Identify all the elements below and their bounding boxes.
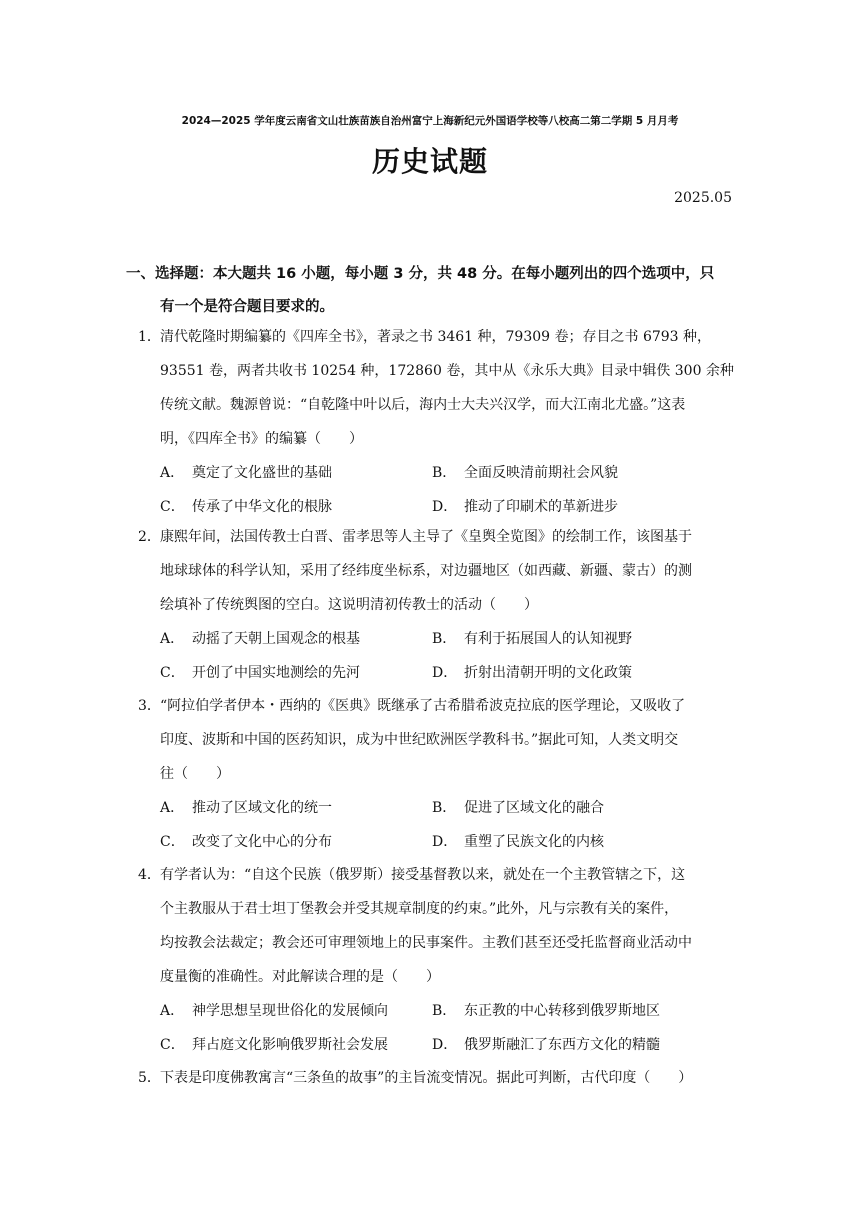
question-text-line: 有学者认为：“自这个民族（俄罗斯）接受基督教以来，就处在一个主教管辖之下，这	[160, 867, 686, 883]
option-d: D． 俄罗斯融汇了东西方文化的精髓	[432, 1037, 660, 1053]
question-number: 2．	[138, 529, 161, 545]
option-row	[138, 994, 734, 1028]
question-4	[138, 858, 734, 1062]
option-row	[138, 791, 734, 825]
option-b: B． 全面反映清前期社会风貌	[432, 465, 618, 481]
question-text-line: 明，《四库全书》的编纂（ ）	[160, 431, 363, 447]
question-text-line: 下表是印度佛教寓言“三条鱼的故事”的主旨流变情况。据此可判断，古代印度（ ）	[160, 1070, 693, 1086]
option-b: B． 有利于拓展国人的认知视野	[432, 631, 632, 647]
question-number: 1．	[138, 329, 161, 345]
question-text-line: 康熙年间，法国传教士白晋、雷孝思等人主导了《皇舆全览图》的绘制工作，该图基于	[160, 529, 692, 545]
question-2	[138, 520, 734, 690]
option-a: A． 推动了区域文化的统一	[160, 800, 332, 816]
option-b: B． 东正教的中心转移到俄罗斯地区	[432, 1003, 660, 1019]
option-a: A． 神学思想呈现世俗化的发展倾向	[160, 1003, 388, 1019]
option-row	[138, 656, 734, 690]
question-text-line: 绘填补了传统舆图的空白。这说明清初传教士的活动（ ）	[160, 597, 538, 613]
option-b: B． 促进了区域文化的融合	[432, 800, 604, 816]
section-heading	[126, 258, 738, 324]
question-text-line: 印度、波斯和中国的医药知识，成为中世纪欧洲医学教科书。”据此可知，人类文明交	[160, 732, 679, 748]
question-1	[138, 320, 734, 524]
option-c: C． 改变了文化中心的分布	[160, 834, 332, 850]
question-text-line: 93551 卷，两者共收书 10254 种，172860 卷，其中从《永乐大典》目录中辑佚 300 余种	[160, 363, 734, 379]
option-row	[138, 1028, 734, 1062]
exam-date: 2025.05	[674, 190, 732, 206]
section-heading-line2: 有一个是符合题目要求的。	[160, 299, 334, 315]
option-a: A． 奠定了文化盛世的基础	[160, 465, 332, 481]
question-text-line: 清代乾隆时期编纂的《四库全书》，著录之书 3461 种，79309 卷；存目之书 6793 种，	[160, 329, 712, 345]
option-c: C． 开创了中国实地测绘的先河	[160, 665, 360, 681]
question-text-line: “阿拉伯学者伊本・西纳的《医典》既继承了古希腊希波克拉底的医学理论，又吸收了	[160, 698, 686, 714]
option-d: D． 重塑了民族文化的内核	[432, 834, 604, 850]
exam-subtitle: 2024—2025 学年度云南省文山壮族苗族自治州富宁上海新纪元外国语学校等八校高二第二学期 5 月月考	[181, 115, 679, 127]
question-number: 4．	[138, 867, 161, 883]
question-number: 5．	[138, 1070, 161, 1086]
option-c: C． 传承了中华文化的根脉	[160, 499, 332, 515]
option-a: A． 动摇了天朝上国观念的根基	[160, 631, 360, 647]
option-d: D． 折射出清朝开明的文化政策	[432, 665, 632, 681]
question-text-line: 地球球体的科学认知，采用了经纬度坐标系，对边疆地区（如西藏、新疆、蒙古）的测	[160, 563, 692, 579]
option-row	[138, 825, 734, 859]
question-3	[138, 689, 734, 859]
question-text-line: 往（ ）	[160, 766, 230, 782]
option-row	[138, 490, 734, 524]
page-title: 历史试题	[371, 145, 488, 178]
option-row	[138, 456, 734, 490]
option-d: D． 推动了印刷术的革新进步	[432, 499, 618, 515]
question-text-line: 度量衡的准确性。对此解读合理的是（ ）	[160, 969, 440, 985]
question-5	[138, 1061, 734, 1095]
option-row	[138, 622, 734, 656]
question-text-line: 个主教服从于君士坦丁堡教会并受其规章制度的约束。”此外，凡与宗教有关的案件，	[160, 901, 679, 917]
option-c: C． 拜占庭文化影响俄罗斯社会发展	[160, 1037, 388, 1053]
question-number: 3．	[138, 698, 161, 714]
question-text-line: 传统文献。魏源曾说：“自乾隆中叶以后，海内士大夫兴汉学，而大江南北尤盛。”这表	[160, 397, 686, 413]
question-text-line: 均按教会法裁定；教会还可审理领地上的民事案件。主教们甚至还受托监督商业活动中	[160, 935, 692, 951]
section-heading-line1: 一、选择题：本大题共 16 小题，每小题 3 分，共 48 分。在每小题列出的四个选项中，只	[126, 266, 715, 282]
